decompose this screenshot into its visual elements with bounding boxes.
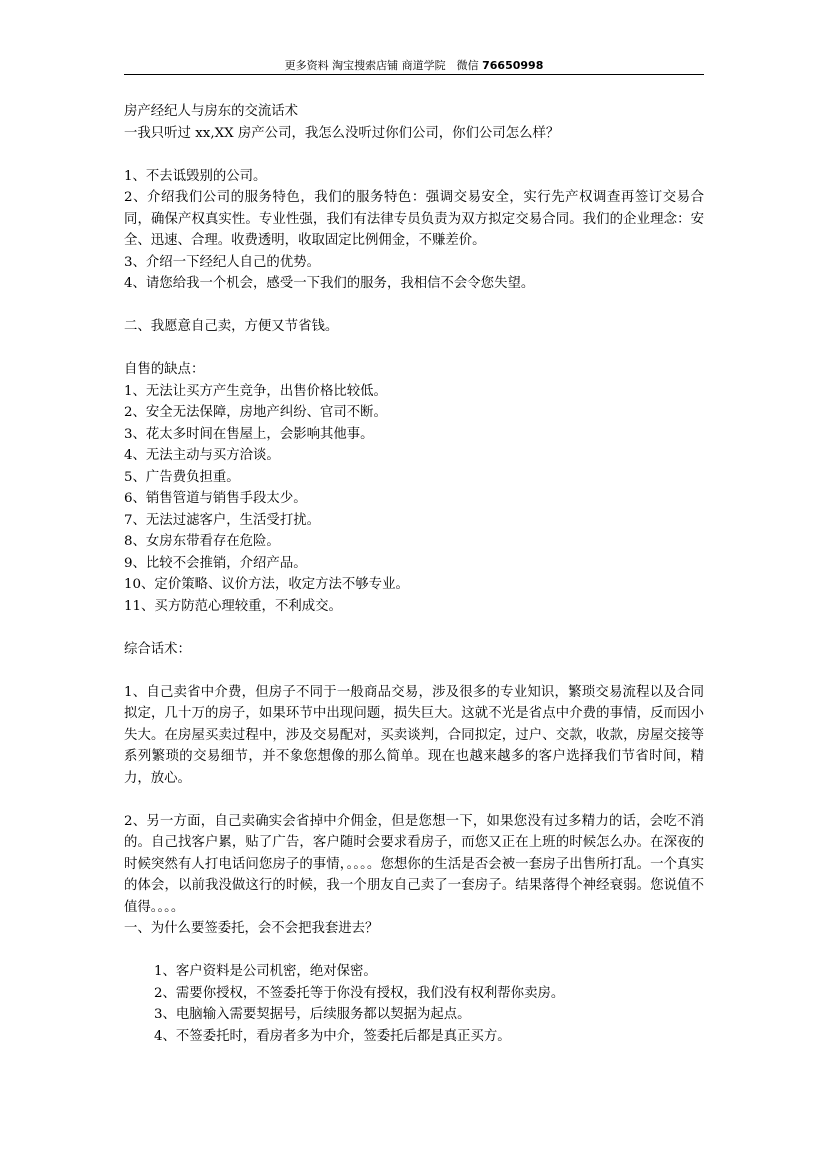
general-paragraph-1: 1、自己卖省中介费，但房子不同于一般商品交易，涉及很多的专业知识，繁琐交易流程以及合同拟定，几十万的房子，如果环节中出现问题，损失巨大。这就不光是省点中介费的事情，反而因小失大。在房屋买卖过程中，涉及交易配对，买卖谈判，合同拟定，过户、交款，收款，房屋交接等系列繁琐的交易细节，并不象您想像的那么简单。现在也越来越多的客户选择我们节省时间，精力，放心。 xyxy=(124,684,704,786)
header-wechat-number: 76650998 xyxy=(482,59,544,72)
question-1: 一我只听过 xx,XX 房产公司，我怎么没听过你们公司，你们公司怎么样？ xyxy=(124,125,560,141)
spacer xyxy=(124,789,704,811)
spacer xyxy=(124,660,704,682)
answer-3-item: 2、需要你授权，不签委托等于你没有授权，我们没有权利帮你卖房。 xyxy=(154,985,565,1001)
general-paragraph-2: 2、另一方面，自己卖确实会省掉中介佣金，但是您想一下，如果您没有过多精力的话，会吃不消的。自己找客户累，贴了广告，客户随时会要求看房子，而您又正在上班的时候怎么办。在深夜的时候突然有人打电话问您房子的事情，。。。。您想你的生活是否会被一套房子出售所打乱。一个真实的体会，以前我没做这行的时候，我一个朋友自己卖了一套房子。结果落得个神经衰弱。您说值不值得。。。。 xyxy=(124,813,704,915)
general-title: 综合话术： xyxy=(124,641,191,657)
question-2: 二、我愿意自己卖，方便又节省钱。 xyxy=(124,319,339,334)
drawbacks-title: 自售的缺点： xyxy=(124,362,205,377)
spacer xyxy=(124,295,704,317)
answer-1-item: 1、不去诋毁别的公司。 xyxy=(124,168,267,184)
spacer xyxy=(124,617,704,639)
spacer xyxy=(124,940,704,962)
spacer xyxy=(124,144,704,166)
drawback-item: 4、无法主动与买方洽谈。 xyxy=(124,448,280,463)
spacer xyxy=(124,338,704,360)
drawback-item: 1、无法让买方产生竞争，出售价格比较低。 xyxy=(124,383,387,399)
answer-3-item: 1、客户资料是公司机密，绝对保密。 xyxy=(154,964,377,979)
drawback-item: 10、定价策略、议价方法，收定方法不够专业。 xyxy=(124,577,409,592)
drawback-item: 2、安全无法保障，房地产纠纷、官司不断。 xyxy=(124,405,387,420)
document-title: 房产经纪人与房东的交流话术 xyxy=(124,104,299,119)
answer-1-item: 4、请您给我一个机会，感受一下我们的服务，我相信不会令您失望。 xyxy=(124,276,535,291)
answer-1-item: 2、介绍我们公司的服务特色，我们的服务特色：强调交易安全，实行先产权调查再签订交易合同，确保产权真实性。专业性强，我们有法律专员负责为双方拟定交易合同。我们的企业理念：安全、迅速、合理。收费透明，收取固定比例佣金，不赚差价。 xyxy=(124,190,704,248)
answer-3-item: 3、电脑输入需要契据号，后续服务都以契据为起点。 xyxy=(154,1007,471,1022)
drawback-item: 3、花太多时间在售屋上，会影响其他事。 xyxy=(124,426,374,442)
drawback-item: 5、广告费负担重。 xyxy=(124,469,240,485)
drawback-item: 6、销售管道与销售手段太少。 xyxy=(124,491,307,506)
question-3: 一、为什么要签委托，会不会把我套进去？ xyxy=(124,921,379,936)
drawback-item: 8、女房东带看存在危险。 xyxy=(124,534,280,549)
header-rule xyxy=(124,74,704,75)
answer-3-item: 4、不签委托时，看房者多为中介，签委托后都是真正买方。 xyxy=(154,1028,511,1044)
page-header xyxy=(124,58,704,74)
drawback-item: 9、比较不会推销，介绍产品。 xyxy=(124,555,307,571)
answer-1-item: 3、介绍一下经纪人自己的优势。 xyxy=(124,254,320,270)
drawback-item: 11、买方防范心理较重，不利成交。 xyxy=(124,598,342,614)
header-text: 更多资料 淘宝搜索店铺 商道学院 微信 xyxy=(284,59,483,72)
document-body xyxy=(124,101,704,1047)
drawback-item: 7、无法过滤客户，生活受打扰。 xyxy=(124,512,320,528)
